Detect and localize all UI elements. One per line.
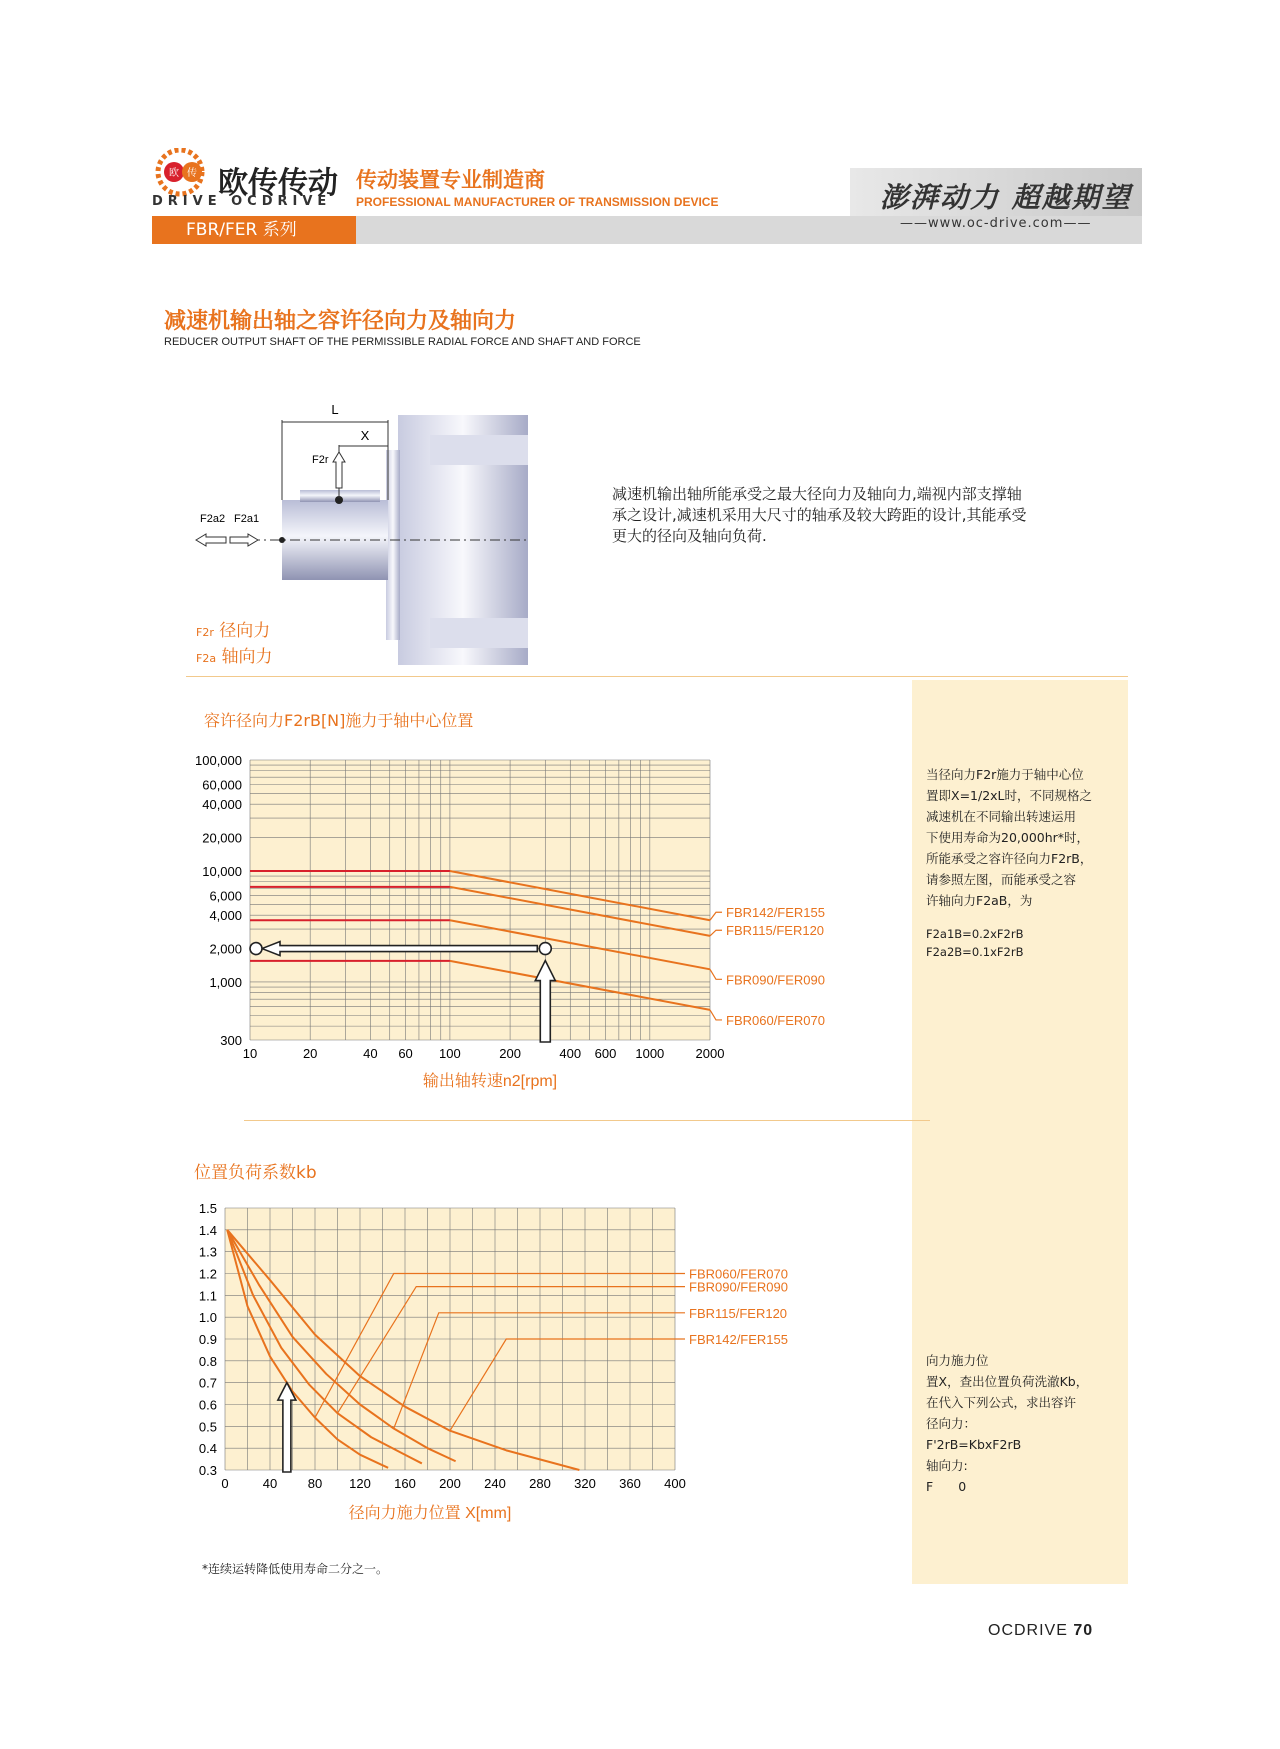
- chart2-y-tick: 1.3: [198, 1244, 217, 1260]
- chart1-title: 容许径向力F2rB[N]施力于轴中心位置: [204, 711, 474, 730]
- brand-name-cn: 欧传传动: [218, 166, 338, 201]
- chart2-series-label: FBR060/FER070: [689, 1266, 788, 1282]
- side-note-1-line: 请参照左图，而能承受之容: [926, 872, 1077, 887]
- chart1-xlabel: 输出轴转速n2[rpm]: [422, 1073, 558, 1090]
- side-note-1-line: 许轴向力F2aB，为: [926, 893, 1033, 908]
- chart2-y-tick: 1.4: [198, 1222, 217, 1238]
- legend-radial-sym: F2r: [196, 626, 214, 639]
- axial-force-arrow-left: [196, 534, 226, 546]
- chart1-series-label: FBR142/FER155: [726, 905, 825, 921]
- chart2-y-tick: 0.8: [198, 1353, 217, 1369]
- formula-2: F2a2B=0.1xF2rB: [926, 945, 1024, 959]
- chart2-x-tick: 400: [664, 1476, 686, 1491]
- brand-name-en: DRIVE OCDRIVE: [152, 194, 332, 209]
- axial-load-point: [279, 537, 285, 543]
- chart2-x-tick: 320: [574, 1476, 596, 1491]
- chart2-position-factor: [180, 1198, 840, 1548]
- chart1-leader: [710, 930, 722, 936]
- chart2-series-label: FBR090/FER090: [689, 1279, 788, 1295]
- side-note-2-line: 轴向力:: [926, 1458, 968, 1473]
- chart2-y-tick: 0.6: [198, 1397, 217, 1413]
- side-note-1-line: 下使用寿命为20,000hr*时，: [926, 830, 1090, 845]
- side-note-2: [926, 1350, 1126, 1497]
- description-line-3: 更大的径向及轴向负荷.: [612, 527, 767, 545]
- chart1-y-tick: 60,000: [202, 777, 242, 793]
- slogan: 澎湃动力 超越期望: [880, 181, 1132, 214]
- chart2-y-tick: 0.7: [198, 1375, 217, 1391]
- chart1-y-tick: 4,000: [209, 908, 242, 924]
- chart1-x-tick: 200: [499, 1046, 521, 1061]
- divider-top: [186, 676, 1128, 677]
- formula-1: F2a1B=0.2xF2rB: [926, 927, 1024, 941]
- tagline-en: PROFESSIONAL MANUFACTURER OF TRANSMISSION DEVICE: [356, 195, 719, 209]
- f2r-label: F2r: [312, 454, 329, 466]
- tagline-cn: 传动装置专业制造商: [356, 168, 545, 192]
- chart2-y-tick: 0.3: [198, 1463, 217, 1478]
- legend-axial-text: 轴向力: [221, 647, 273, 667]
- chart2-x-tick: 200: [439, 1476, 461, 1491]
- side-note-2-line: 向力施力位: [926, 1353, 989, 1368]
- side-note-1-line: 当径向力F2r施力于轴中心位: [926, 767, 1084, 782]
- chart2-x-tick: 80: [307, 1476, 323, 1491]
- side-note-2-line: 径向力：: [926, 1416, 977, 1431]
- footnote: *连续运转降低使用寿命二分之一。: [202, 1562, 389, 1576]
- chart2-x-tick: 360: [619, 1476, 641, 1491]
- chart2-y-tick: 0.9: [198, 1332, 217, 1347]
- dim-l-label: L: [331, 402, 339, 417]
- side-note-1: [926, 764, 1126, 961]
- section-title-en: REDUCER OUTPUT SHAFT OF THE PERMISSIBLE RADIAL FORCE AND SHAFT AND FORCE: [164, 336, 641, 348]
- chart1-leader: [710, 1010, 722, 1020]
- footer-brand: OCDRIVE: [988, 1622, 1068, 1639]
- chart1-x-tick: 10: [242, 1046, 258, 1061]
- side-note-2-lines: [926, 1350, 1126, 1497]
- side-note-1-line: 置即X=1/2xL时，不同规格之: [926, 788, 1093, 803]
- chart1-x-tick: 400: [559, 1046, 582, 1061]
- chart1-series-label: FBR060/FER070: [726, 1012, 825, 1028]
- f2a2-label: F2a2: [200, 513, 226, 525]
- chart2-y-tick: 1.1: [198, 1288, 217, 1304]
- chart1-y-tick: 1,000: [209, 974, 242, 990]
- legend-radial-text: 径向力: [219, 621, 271, 641]
- chart1-y-tick: 10,000: [202, 863, 242, 879]
- website: [900, 216, 1091, 231]
- chart2-x-tick: 160: [394, 1476, 416, 1491]
- chart1-y-tick: 20,000: [202, 830, 242, 846]
- chart2-x-tick: 120: [349, 1476, 371, 1491]
- chart2-x-tick: 280: [529, 1476, 551, 1491]
- chart1-y-tick: 6,000: [209, 888, 242, 904]
- side-note-2-line: F'2rB=KbxF2rB: [926, 1437, 1022, 1452]
- chart2-y-tick: 0.5: [198, 1419, 217, 1435]
- legend-axial: [196, 642, 272, 667]
- website-url: www.oc-drive.com: [928, 216, 1064, 231]
- legend-radial: [196, 616, 270, 641]
- chart2-title: 位置负荷系数kb: [194, 1163, 317, 1183]
- description: [612, 484, 1027, 547]
- chart2-series-label: FBR142/FER155: [689, 1332, 788, 1347]
- housing-groove-bottom: [430, 618, 528, 648]
- side-note-2-line: F 0: [926, 1479, 967, 1494]
- side-note-2-line: 在代入下列公式，求出容许: [926, 1395, 1077, 1410]
- chart1-annotation-point: [539, 943, 551, 955]
- side-note-2-line: 置X，查出位置负荷洗澈Kb，: [926, 1374, 1089, 1389]
- chart2-y-tick: 1.2: [198, 1266, 217, 1282]
- chart1-y-tick: 300: [220, 1033, 242, 1048]
- series-tab: FBR/FER 系列: [152, 216, 356, 244]
- chart1-x-tick: 60: [398, 1046, 413, 1061]
- page-footer: [988, 1622, 1093, 1640]
- chart1-series-label: FBR115/FER120: [726, 923, 825, 939]
- chart1-plot-area: [250, 760, 710, 1040]
- chart1-series-label: FBR090/FER090: [726, 972, 825, 988]
- side-note-1-line: 减速机在不同输出转速运用: [926, 809, 1077, 824]
- chart2-x-tick: 40: [262, 1476, 278, 1491]
- legend-axial-sym: F2a: [196, 652, 217, 665]
- chart2-x-tick: 240: [484, 1476, 506, 1491]
- dim-x-label: X: [360, 428, 370, 443]
- chart1-leader: [710, 969, 722, 979]
- logo-char-1: 欧: [169, 168, 179, 179]
- housing-groove-top: [430, 435, 528, 465]
- chart1-y-tick: 100,000: [195, 753, 242, 768]
- chart2-y-tick: 1.5: [198, 1201, 217, 1216]
- f2a1-label: F2a1: [234, 513, 260, 525]
- website-rule-left: ——: [900, 216, 928, 231]
- chart1-x-tick: 40: [363, 1046, 378, 1061]
- chart2-series-label: FBR115/FER120: [689, 1305, 788, 1321]
- chart1-x-tick: 600: [594, 1046, 617, 1061]
- chart1-annotation-axis-point: [250, 943, 262, 955]
- chart1-y-tick: 40,000: [202, 797, 242, 813]
- website-rule-right: ——: [1063, 216, 1092, 231]
- side-note-1-line: 所能承受之容许径向力F2rB，: [926, 851, 1093, 866]
- description-line-2: 承之设计,减速机采用大尺寸的轴承及较大跨距的设计,其能承受: [612, 506, 1027, 524]
- chart1-radial-force: [180, 750, 900, 1120]
- divider-middle: [244, 1120, 930, 1121]
- page-number: 70: [1073, 1622, 1094, 1639]
- chart1-x-tick: 20: [302, 1046, 318, 1061]
- chart2-y-tick: 0.4: [198, 1441, 217, 1457]
- logo-char-2: 传: [187, 168, 197, 179]
- chart2-y-tick: 1.0: [198, 1310, 217, 1326]
- chart1-x-tick: 2000: [695, 1046, 725, 1061]
- chart1-x-tick: 100: [439, 1046, 461, 1061]
- chart2-x-tick: 0: [221, 1476, 229, 1491]
- chart1-y-tick: 2,000: [209, 941, 242, 957]
- chart1-x-tick: 1000: [635, 1046, 665, 1061]
- chart1-leader: [710, 912, 722, 920]
- description-line-1: 减速机输出轴所能承受之最大径向力及轴向力,端视内部支撑轴: [612, 485, 1022, 503]
- section-title-cn: 减速机输出轴之容许径向力及轴向力: [164, 309, 517, 334]
- side-note-1-lines: [926, 764, 1126, 911]
- chart2-xlabel: 径向力施力位置 X[mm]: [348, 1505, 512, 1522]
- axial-force-arrow-right: [230, 534, 258, 546]
- radial-force-arrow: [333, 452, 345, 488]
